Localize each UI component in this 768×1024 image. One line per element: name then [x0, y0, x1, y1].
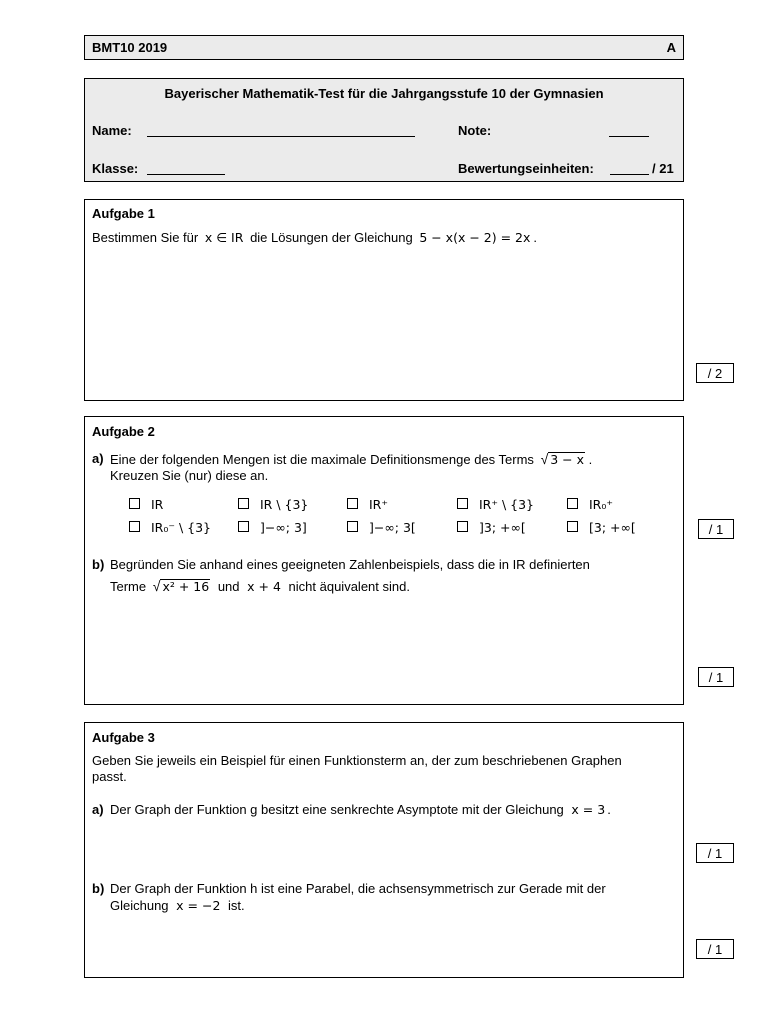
sqrt-symbol-icon: √ — [540, 451, 549, 467]
checkbox-icon[interactable] — [567, 521, 578, 532]
aufgabe-2-box — [84, 416, 684, 705]
option-r2-3[interactable]: ]−∞; 3[ — [347, 520, 416, 535]
option-r1-2[interactable]: IR \ {3} — [238, 497, 308, 512]
a2-a-line1-end: . — [588, 452, 593, 467]
aufgabe-1-box — [84, 199, 684, 401]
aufgabe-2a-score[interactable]: / 1 — [698, 519, 734, 539]
option-r1-4[interactable]: IR⁺ \ {3} — [457, 497, 534, 512]
a2-b-end: nicht äquivalent sind. — [288, 579, 410, 594]
checkbox-icon[interactable] — [457, 498, 468, 509]
aufgabe-3a-score[interactable]: / 1 — [696, 843, 734, 863]
a2-b-sqrt: x² + 16 — [162, 579, 210, 594]
a2-a-label: a) — [92, 451, 104, 466]
a3-b-line1: Der Graph der Funktion h ist eine Parabel, die achsensymmetrisch zur Gerade mit der — [110, 881, 606, 896]
a2-b-und: und — [217, 579, 240, 594]
a3-a-end: . — [607, 802, 611, 817]
aufgabe-1-title: Aufgabe 1 — [92, 206, 155, 221]
student-info-box — [84, 78, 684, 182]
header-bar — [84, 35, 684, 60]
checkbox-icon[interactable] — [347, 498, 358, 509]
a2-b-terme: Terme — [110, 579, 147, 594]
a3-b-eq: x = −2 — [176, 898, 221, 913]
aufgabe-2b-score[interactable]: / 1 — [698, 667, 734, 687]
a1-text-end: . — [533, 230, 538, 245]
test-title: BMT10 2019 — [92, 40, 168, 55]
option-r1-3[interactable]: IR⁺ — [347, 497, 388, 512]
klasse-field[interactable] — [147, 162, 225, 175]
a2-b-term2: x + 4 — [247, 579, 281, 594]
option-r1-5[interactable]: IR₀⁺ — [567, 497, 613, 512]
checkbox-icon[interactable] — [129, 521, 140, 532]
option-r2-2[interactable]: ]−∞; 3] — [238, 520, 307, 535]
a3-a-text: Der Graph der Funktion g besitzt eine senkrechte Asymptote mit der Gleichung — [110, 802, 564, 817]
a2-b-line1: Begründen Sie anhand eines geeigneten Zahlenbeispiels, dass die in IR definierten — [110, 557, 590, 572]
aufgabe-1-score[interactable]: / 2 — [696, 363, 734, 383]
test-variant: A — [666, 40, 676, 55]
sqrt-symbol-icon: √ — [152, 578, 161, 594]
note-field[interactable] — [609, 124, 649, 137]
checkbox-icon[interactable] — [238, 521, 249, 532]
option-r2-5[interactable]: [3; +∞[ — [567, 520, 636, 535]
a2-a-line1 — [110, 451, 592, 467]
a3-b-line2-end: ist. — [228, 898, 245, 913]
name-field[interactable] — [147, 124, 415, 137]
bewertung-total: / 21 — [652, 161, 674, 176]
a1-text-pre: Bestimmen Sie für — [92, 230, 199, 245]
option-r1-1[interactable]: IR — [129, 497, 163, 512]
a2-a-line2: Kreuzen Sie (nur) diese an. — [110, 468, 269, 483]
a1-text-mid: die Lösungen der Gleichung — [250, 230, 413, 245]
a2-b-label: b) — [92, 557, 105, 572]
bewertung-label: Bewertungseinheiten: — [458, 161, 594, 176]
a3-a-label: a) — [92, 802, 104, 817]
test-heading: Bayerischer Mathematik-Test für die Jahrgangsstufe 10 der Gymnasien — [164, 86, 604, 101]
checkbox-icon[interactable] — [238, 498, 249, 509]
checkbox-icon[interactable] — [347, 521, 358, 532]
a2-b-line2 — [110, 578, 410, 594]
a1-domain: x ∈ IR — [204, 230, 244, 245]
a3-b-label: b) — [92, 881, 105, 896]
checkbox-icon[interactable] — [457, 521, 468, 532]
bewertung-field[interactable] — [610, 162, 649, 175]
aufgabe-3-title: Aufgabe 3 — [92, 730, 155, 745]
aufgabe-3b-score[interactable]: / 1 — [696, 939, 734, 959]
checkbox-icon[interactable] — [129, 498, 140, 509]
option-r2-1[interactable]: IR₀⁻ \ {3} — [129, 520, 211, 535]
a3-b-line2 — [110, 898, 245, 913]
aufgabe-2-title: Aufgabe 2 — [92, 424, 155, 439]
name-label: Name: — [92, 123, 132, 138]
a3-a-eq: x = 3 — [571, 802, 606, 817]
a3-b-line2-pre: Gleichung — [110, 898, 169, 913]
checkbox-icon[interactable] — [567, 498, 578, 509]
a3-intro-line1: Geben Sie jeweils ein Beispiel für einen Funktionsterm an, der zum beschriebenen Graphen — [92, 753, 622, 768]
a1-equation: 5 − x(x − 2) = 2x — [419, 230, 531, 245]
a2-a-sqrt: 3 − x — [550, 452, 585, 467]
a3-a-line — [110, 802, 611, 817]
klasse-label: Klasse: — [92, 161, 139, 176]
aufgabe-1-text — [92, 230, 537, 245]
aufgabe-3-box — [84, 722, 684, 978]
a3-intro-line2: passt. — [92, 769, 127, 784]
option-r2-4[interactable]: ]3; +∞[ — [457, 520, 526, 535]
a2-a-line1-text: Eine der folgenden Mengen ist die maximale Definitionsmenge des Terms — [110, 452, 534, 467]
note-label: Note: — [458, 123, 492, 138]
